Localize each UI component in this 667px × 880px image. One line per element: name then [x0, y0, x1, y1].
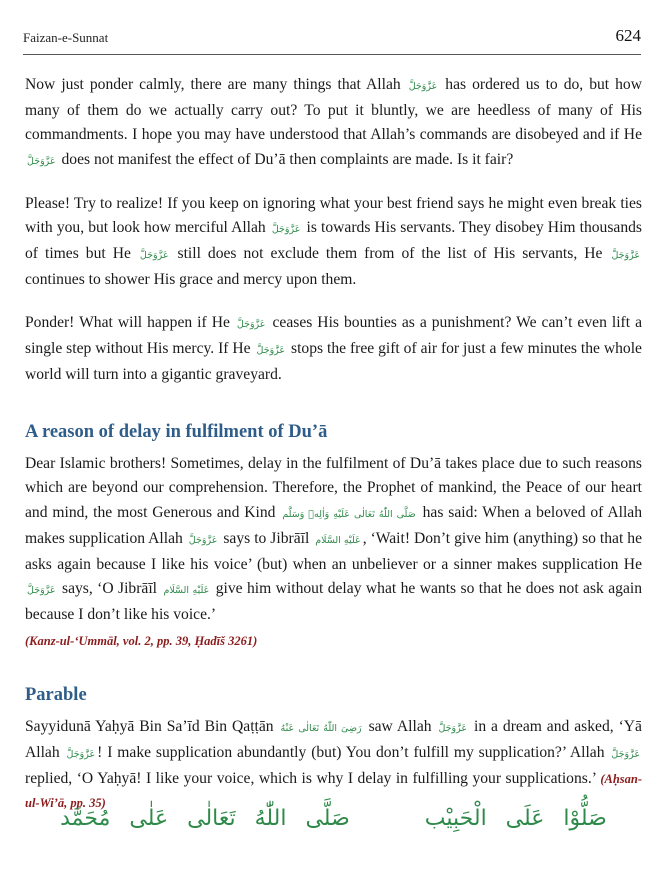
salat-right-text: صَلُّوْا عَلَى الْحَبِيْب — [424, 806, 607, 831]
citation-kanz: (Kanz-ul-‘Ummāl, vol. 2, pp. 39, Ḥadīš 3261) — [25, 633, 258, 648]
honorific-allah: عَزَّوَجَلَّ — [139, 250, 169, 262]
text: Dear Islamic brothers! Sometimes, delay in the fulfilment of Du’ā takes place due to such reasons which are beyond our comprehension. Therefore, the Prophet of mankind, the Peace of our heart and mind, the most Generous and Kind — [25, 455, 642, 521]
text: stops the free gift of air for just a few minutes the whole world will turn into a gigantic graveyard. — [25, 339, 642, 384]
text: continues to shower His grace and mercy upon them. — [25, 271, 357, 289]
honorific-allah: عَزَّوَجَلَّ — [611, 748, 640, 760]
page-number: 624 — [615, 26, 641, 45]
honorific-allah: عَزَّوَجَلَّ — [271, 224, 301, 236]
text: is towards His servants. They disobey Him thousands of times but He — [25, 219, 643, 263]
paragraph-1 — [25, 73, 642, 174]
honorific-allah: عَزَّوَجَلَّ — [611, 250, 641, 262]
text: ceases His bounties as a punishment? We can’t even lift a single step without His mercy. If He — [25, 313, 642, 357]
salat-left-text: صَلَّى اللّٰهُ تَعَالٰى عَلٰى مُحَمَّد — [60, 806, 350, 831]
honorific-jibrail: عَلَيْهِ السَّلَام — [163, 585, 210, 597]
salat-calligraphy — [0, 806, 667, 831]
book-title: Faizan-e-Sunnat — [23, 30, 109, 45]
honorific-allah: عَزَّوَجَلَّ — [256, 344, 286, 356]
section-heading-delay: A reason of delay in fulfilment of Du’ā — [25, 422, 328, 443]
honorific-allah: عَزَّوَجَلَّ — [27, 585, 56, 597]
honorific-allah: عَزَّوَجَلَّ — [188, 534, 218, 546]
section-heading-parable: Parable — [25, 684, 87, 705]
honorific-allah: عَزَّوَجَلَّ — [236, 318, 266, 330]
honorific-prophet: صَلَّى اللّٰهُ تَعَالٰى عَلَيْهِ وَاٰلِهٖ وَسَلَّم — [282, 508, 416, 520]
paragraph-2 — [25, 192, 642, 293]
text: says, ‘O Jibrāīl — [62, 580, 158, 598]
text: replied, ‘O Yaḥyā! I like your voice, which is why I delay in fulfilling your supplications.’ — [25, 770, 596, 788]
text: , ‘Wait! Don’t give him (anything) so that he asks again because I like his voice’ (but) when an unbeliever or a sinner makes supplication He — [25, 529, 642, 574]
text: in a dream and asked, ‘Yā Allah — [25, 717, 642, 761]
honorific-allah: عَزَّوَجَلَّ — [27, 155, 56, 167]
text: Ponder! What will happen if He — [25, 313, 230, 331]
text: does not manifest the effect of Du’ā then complaints are made. Is it fair? — [61, 150, 514, 168]
paragraph-parable — [25, 715, 642, 816]
paragraph-3 — [25, 311, 642, 388]
page-content — [25, 73, 642, 815]
honorific-sahabi: رَضِىَ اللّٰهُ تَعَالٰى عَنْهُ — [280, 722, 362, 734]
text: ! I make supplication abundantly (but) You don’t fulfill my supplication?’ Allah — [97, 743, 605, 761]
text: give him without delay what he wants so that he does not ask again because I don’t like his voice.’ — [25, 580, 643, 624]
text: Sayyidunā Yaḥyā Bin Sa’īd Bin Qaṭṭān — [25, 717, 274, 735]
text: has ordered us to do, but how many of them do we actually carry out? To put it bluntly, we are heedless of many of His commandments. I hope you may have understood that Allah’s commands are disobeyed and if He — [25, 76, 642, 144]
text: Please! Try to realize! If you keep on ignoring what your best friend says he might even break ties with you, but look how merciful Allah — [25, 194, 642, 237]
text: says to Jibrāīl — [223, 529, 310, 547]
honorific-allah: عَزَّوَجَلَّ — [408, 81, 438, 92]
citation-ahsan: (Aḥsan-ul-Wi’ā, pp. 35) — [25, 772, 642, 811]
text: Now just ponder calmly, there are many things that Allah — [25, 76, 401, 93]
text: saw Allah — [368, 717, 432, 735]
text: still does not exclude them from of the list of His servants, He — [177, 245, 603, 263]
text: has said: When a beloved of Allah makes supplication Allah — [25, 503, 642, 547]
paragraph-delay — [25, 452, 642, 627]
honorific-allah: عَزَّوَجَلَّ — [66, 748, 96, 760]
honorific-jibrail: عَلَيْهِ السَّلَام — [315, 534, 361, 546]
honorific-allah: عَزَّوَجَلَّ — [438, 722, 468, 734]
page-header — [23, 26, 641, 55]
